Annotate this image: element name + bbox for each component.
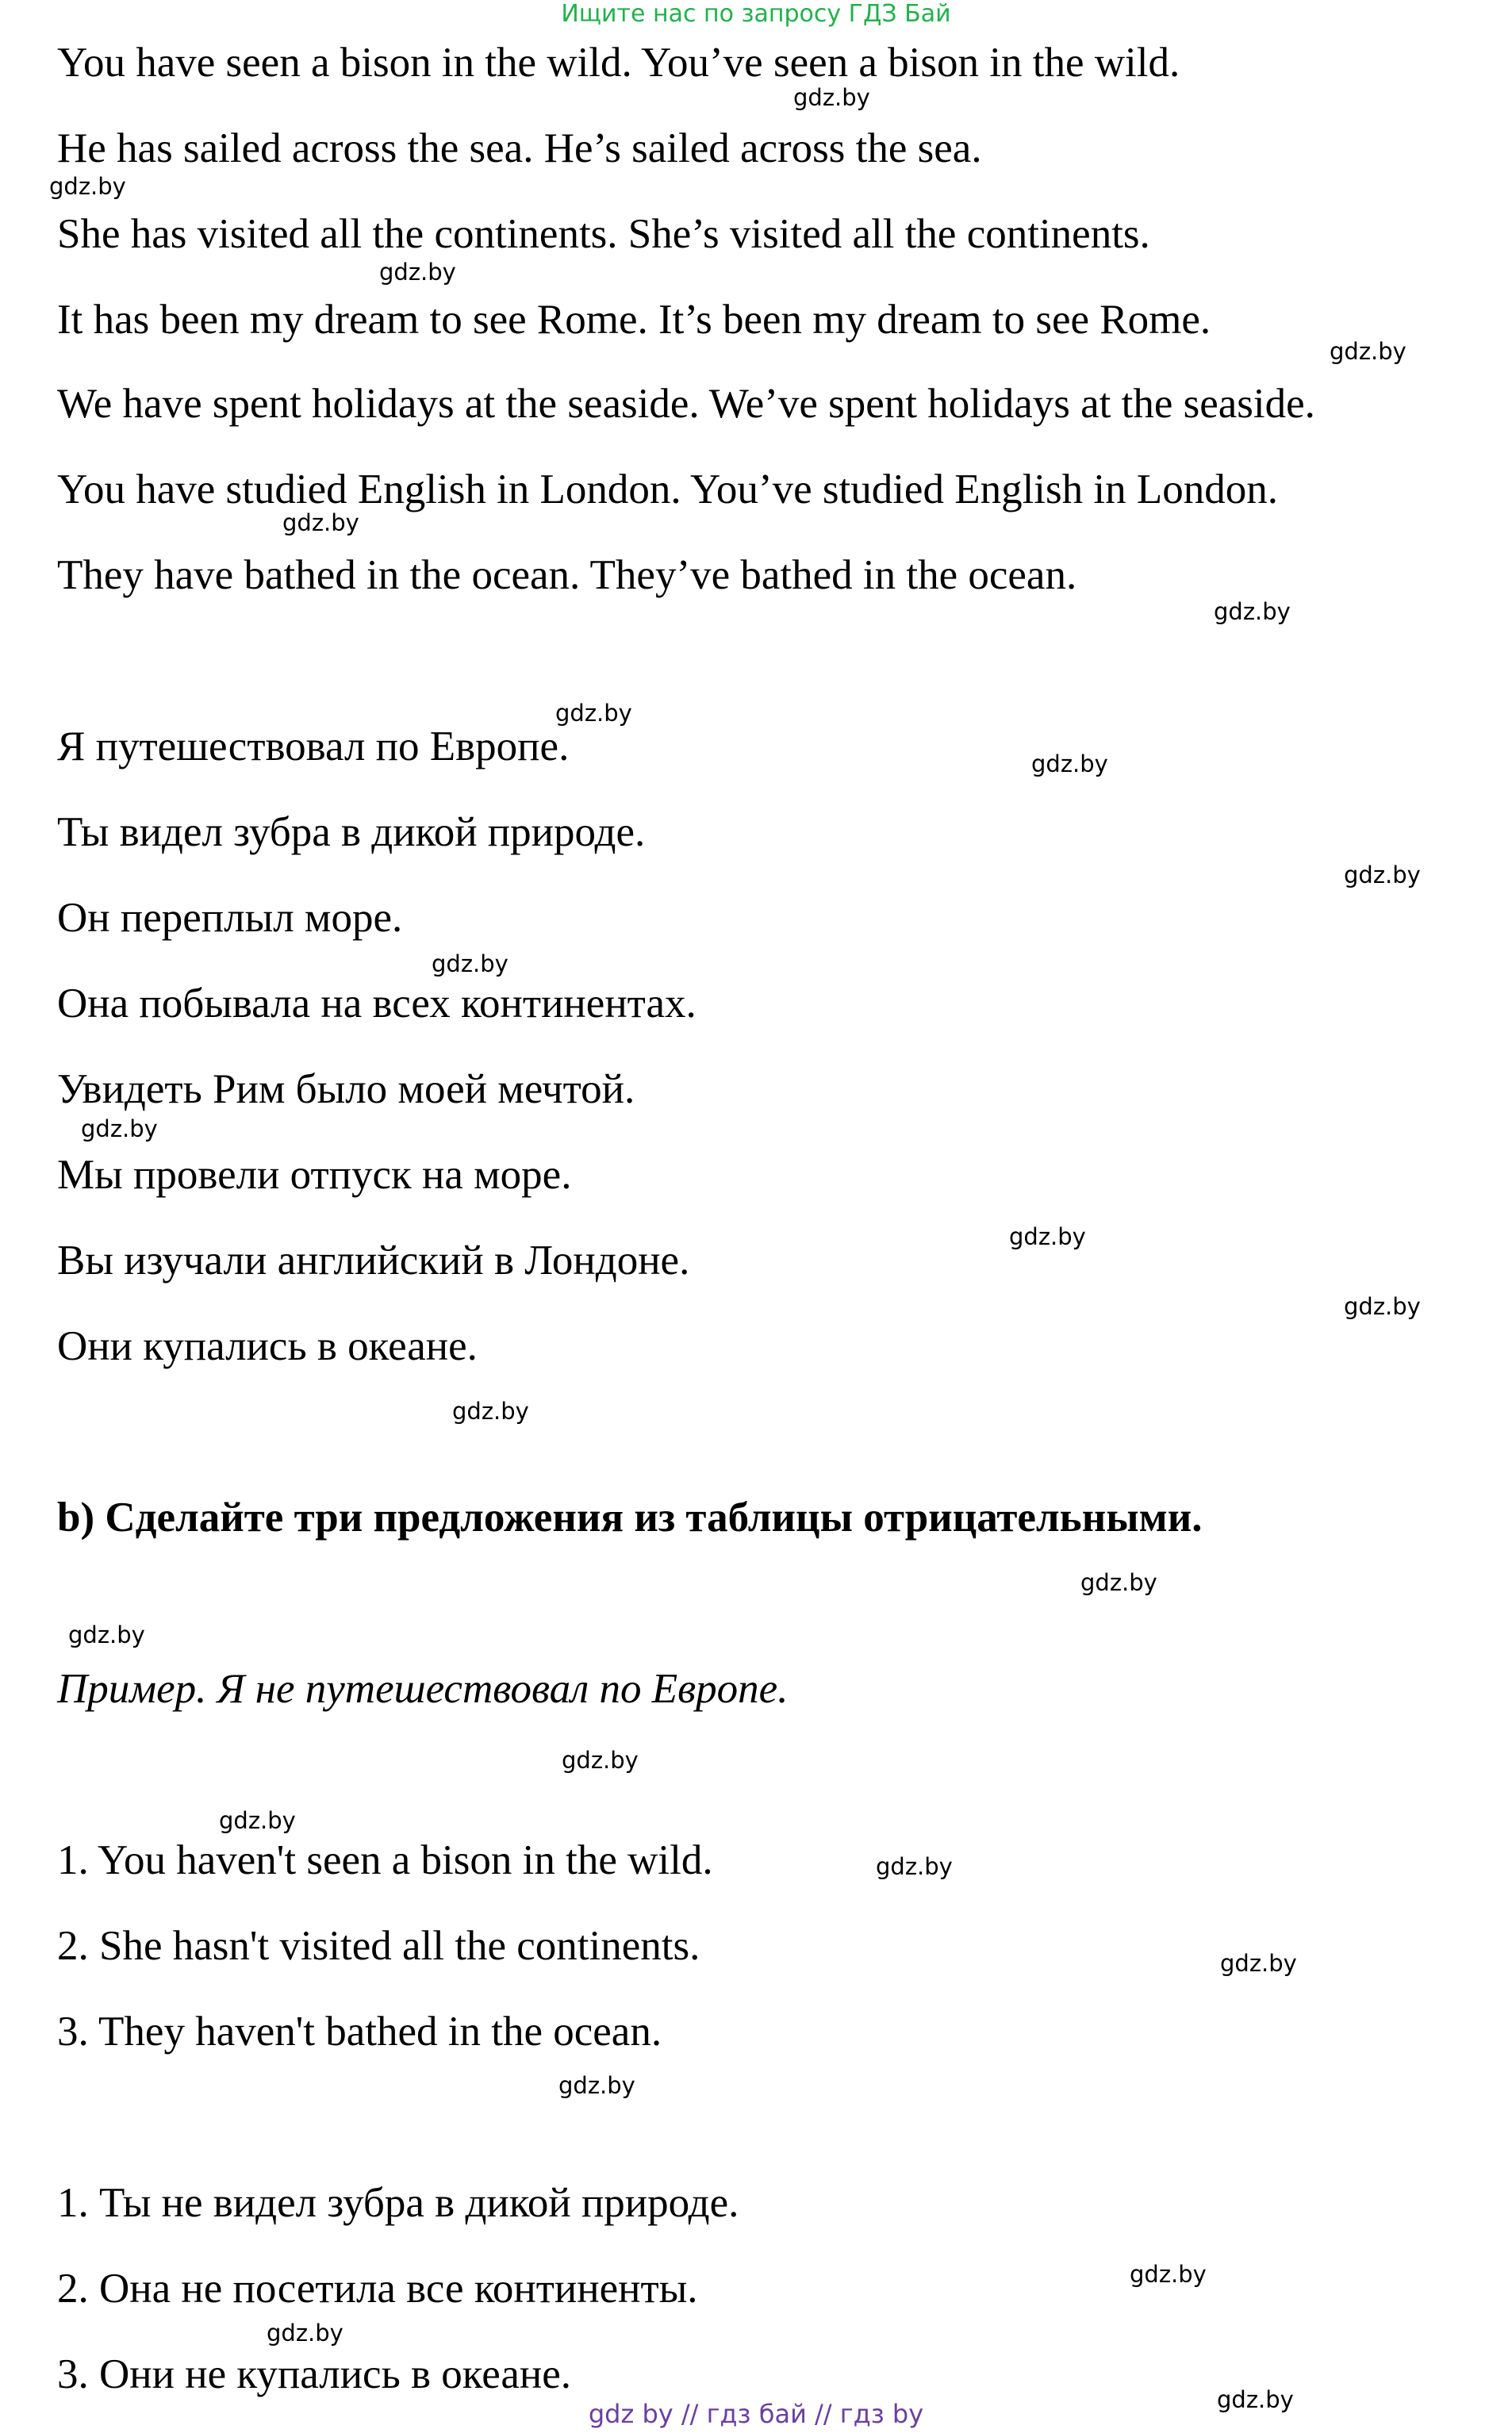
english-sentence-4: It has been my dream to see Rome. It’s been my dream to see Rome. bbox=[57, 297, 1211, 343]
watermark: gdz.by bbox=[379, 259, 456, 286]
task-b-russian-answer-3: 3. Они не купались в океане. bbox=[57, 2351, 572, 2397]
watermark: gdz.by bbox=[1214, 598, 1291, 625]
task-b-english-answer-2: 2. She hasn't visited all the continents. bbox=[57, 1923, 700, 1969]
russian-sentence-5: Увидеть Рим было моей мечтой. bbox=[57, 1066, 635, 1112]
watermark: gdz.by bbox=[1031, 750, 1108, 777]
russian-sentence-6: Мы провели отпуск на море. bbox=[57, 1152, 572, 1198]
watermark: gdz.by bbox=[793, 84, 870, 111]
russian-sentence-7: Вы изучали английский в Лондоне. bbox=[57, 1238, 690, 1284]
watermark: gdz.by bbox=[68, 1621, 145, 1648]
task-b-english-answer-3: 3. They haven't bathed in the ocean. bbox=[57, 2009, 662, 2055]
watermark: gdz.by bbox=[1220, 1950, 1297, 1977]
watermark: gdz.by bbox=[1330, 338, 1406, 365]
watermark: gdz.by bbox=[1344, 1293, 1421, 1320]
watermark: gdz.by bbox=[562, 1747, 639, 1774]
english-sentence-5: We have spent holidays at the seaside. We’ve spent holidays at the seaside. bbox=[57, 381, 1315, 427]
task-b-russian-answer-2: 2. Она не посетила все континенты. bbox=[57, 2266, 698, 2312]
watermark: gdz.by bbox=[1080, 1569, 1157, 1596]
watermark: gdz.by bbox=[81, 1115, 158, 1142]
header-search-link[interactable]: Ищите нас по запросу ГДЗ Бай bbox=[561, 0, 951, 28]
watermark: gdz.by bbox=[1130, 2261, 1207, 2288]
english-sentence-7: They have bathed in the ocean. They’ve bathed in the ocean. bbox=[57, 552, 1077, 598]
russian-sentence-4: Она побывала на всех континентах. bbox=[57, 980, 697, 1027]
english-sentence-2: He has sailed across the sea. He’s sailed across the sea. bbox=[57, 125, 982, 171]
watermark: gdz.by bbox=[558, 2072, 635, 2099]
watermark: gdz.by bbox=[49, 173, 126, 200]
footer-links[interactable]: gdz by // гдз бай // гдз by bbox=[588, 2399, 924, 2429]
task-b-heading: b) Сделайте три предложения из таблицы отрицательными. bbox=[57, 1495, 1203, 1541]
english-sentence-3: She has visited all the continents. She’s visited all the continents. bbox=[57, 211, 1150, 257]
watermark: gdz.by bbox=[876, 1853, 953, 1880]
watermark: gdz.by bbox=[555, 700, 632, 727]
russian-sentence-8: Они купались в океане. bbox=[57, 1323, 478, 1369]
watermark: gdz.by bbox=[267, 2320, 343, 2347]
task-b-english-answer-1: 1. You haven't seen a bison in the wild. bbox=[57, 1837, 713, 1883]
english-sentence-1: You have seen a bison in the wild. You’ve seen a bison in the wild. bbox=[57, 40, 1180, 86]
watermark: gdz.by bbox=[1217, 2386, 1294, 2413]
russian-sentence-2: Ты видел зубра в дикой природе. bbox=[57, 809, 646, 855]
watermark: gdz.by bbox=[219, 1807, 296, 1834]
watermark: gdz.by bbox=[1344, 862, 1421, 888]
task-b-russian-answer-1: 1. Ты не видел зубра в дикой природе. bbox=[57, 2180, 739, 2226]
watermark: gdz.by bbox=[432, 950, 508, 977]
watermark: gdz.by bbox=[282, 509, 359, 536]
watermark: gdz.by bbox=[1009, 1223, 1086, 1250]
russian-sentence-1: Я путешествовал по Европе. bbox=[57, 723, 570, 769]
watermark: gdz.by bbox=[452, 1398, 529, 1425]
english-sentence-6: You have studied English in London. You’ve studied English in London. bbox=[57, 466, 1278, 512]
task-b-example: Пример. Я не путешествовал по Европе. bbox=[57, 1666, 789, 1712]
russian-sentence-3: Он переплыл море. bbox=[57, 895, 403, 941]
